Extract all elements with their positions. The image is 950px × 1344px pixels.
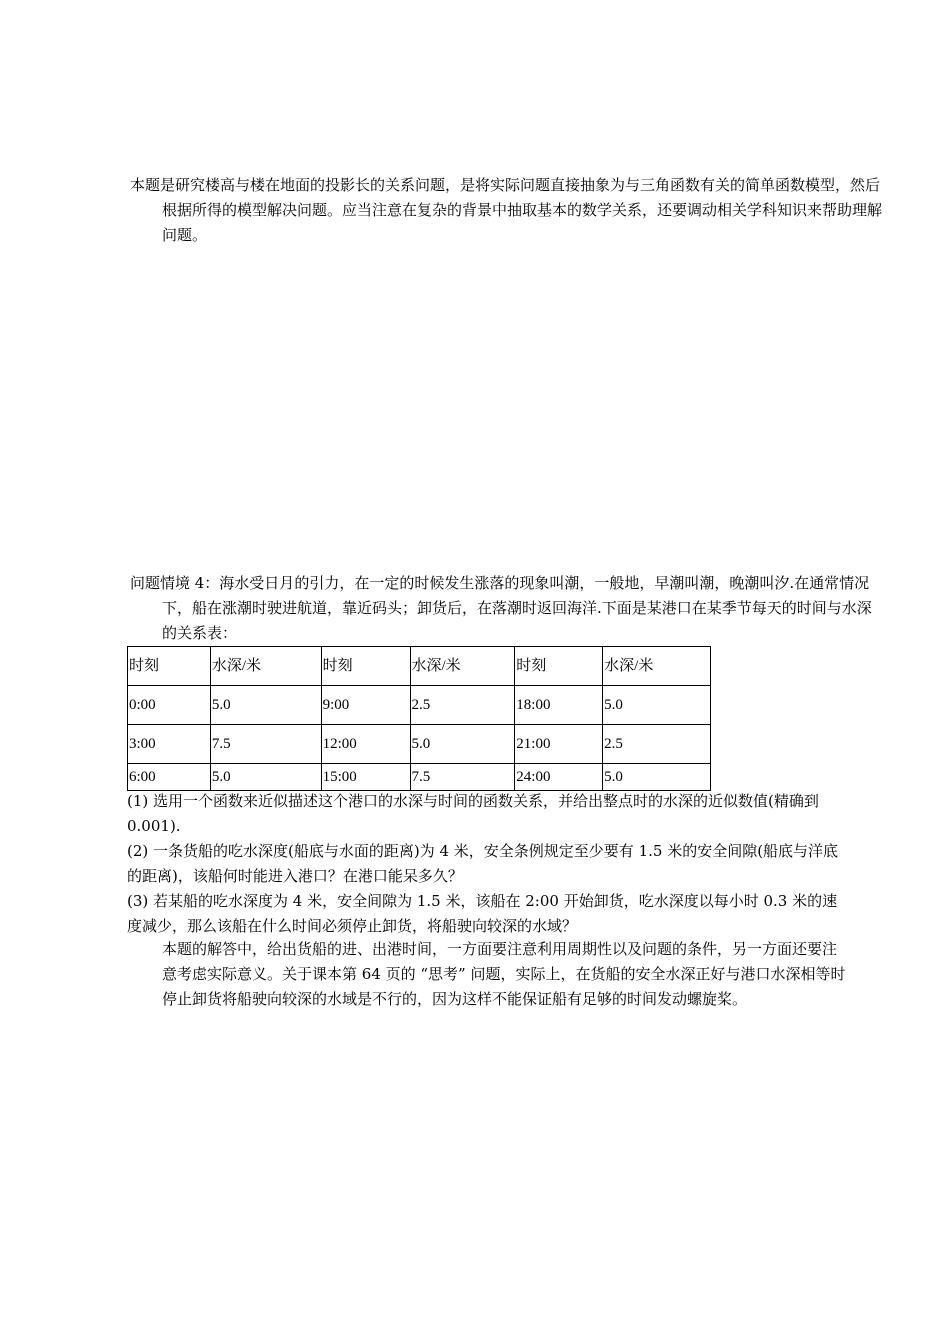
table-header-cell: 时刻 bbox=[128, 647, 211, 686]
solution-note: 本题的解答中，给出货船的进、出港时间，一方面要注意利用周期性以及问题的条件，另一方面还要注意考虑实际意义。关于课本第 64 页的 “思考” 问题，实际上，在货船的安全水深正好与港口水深相等时停止卸货将船驶向较深的水域是不行的，因为这样不能保证船有足够的时间发动螺旋桨。 bbox=[162, 940, 846, 1008]
table-header-cell: 水深/米 bbox=[410, 647, 515, 686]
question-2: (2) 一条货船的吃水深度(船底与水面的距离)为 4 米，安全条例规定至少要有 1.5 米的安全间隙(船底与洋底的距离)，该船何时能进入港口？在港口能呆多久？ bbox=[127, 842, 839, 885]
table-cell: 5.0 bbox=[210, 764, 321, 791]
table-cell: 7.5 bbox=[210, 725, 321, 764]
table-cell: 24:00 bbox=[515, 764, 603, 791]
table-cell: 18:00 bbox=[515, 686, 603, 725]
question-1: (1) 选用一个函数来近似描述这个港口的水深与时间的函数关系，并给出整点时的水深的近似数值(精确到 0.001). bbox=[127, 792, 819, 835]
table-cell: 5.0 bbox=[410, 725, 515, 764]
table-cell: 21:00 bbox=[515, 725, 603, 764]
table-cell: 5.0 bbox=[210, 686, 321, 725]
table-header-cell: 时刻 bbox=[321, 647, 410, 686]
table-row bbox=[128, 686, 711, 725]
table-row bbox=[128, 764, 711, 791]
table-header-cell: 时刻 bbox=[515, 647, 603, 686]
question-3: (3) 若某船的吃水深度为 4 米，安全间隙为 1.5 米，该船在 2:00 开始卸货，吃水深度以每小时 0.3 米的速度减少，那么该船在什么时间必须停止卸货，将船驶向较深的水域？ bbox=[127, 892, 838, 935]
intro-paragraph: 本题是研究楼高与楼在地面的投影长的关系问题，是将实际问题直接抽象为与三角函数有关的简单函数模型，然后根据所得的模型解决问题。应当注意在复杂的背景中抽取基本的数学关系，还要调动相关学科知识来帮助理解问题。 bbox=[130, 176, 883, 244]
table-header-cell: 水深/米 bbox=[210, 647, 321, 686]
table-cell: 5.0 bbox=[603, 686, 711, 725]
table-cell: 9:00 bbox=[321, 686, 410, 725]
table-cell: 6:00 bbox=[128, 764, 211, 791]
table-cell: 2.5 bbox=[603, 725, 711, 764]
table-cell: 15:00 bbox=[321, 764, 410, 791]
table-header-cell: 水深/米 bbox=[603, 647, 711, 686]
scenario-paragraph: 问题情境 4：海水受日月的引力，在一定的时候发生涨落的现象叫潮，一般地，早潮叫潮，晚潮叫汐.在通常情况下，船在涨潮时驶进航道，靠近码头；卸货后，在落潮时返回海洋.下面是某港口在某季节每天的时间与水深的关系表： bbox=[130, 574, 872, 642]
table-cell: 7.5 bbox=[410, 764, 515, 791]
table-cell: 5.0 bbox=[603, 764, 711, 791]
table-cell: 12:00 bbox=[321, 725, 410, 764]
table-row bbox=[128, 725, 711, 764]
table-header-row bbox=[128, 647, 711, 686]
question-list bbox=[127, 789, 850, 939]
table-cell: 2.5 bbox=[410, 686, 515, 725]
table-cell: 0:00 bbox=[128, 686, 211, 725]
table-cell: 3:00 bbox=[128, 725, 211, 764]
tide-table bbox=[127, 646, 711, 791]
